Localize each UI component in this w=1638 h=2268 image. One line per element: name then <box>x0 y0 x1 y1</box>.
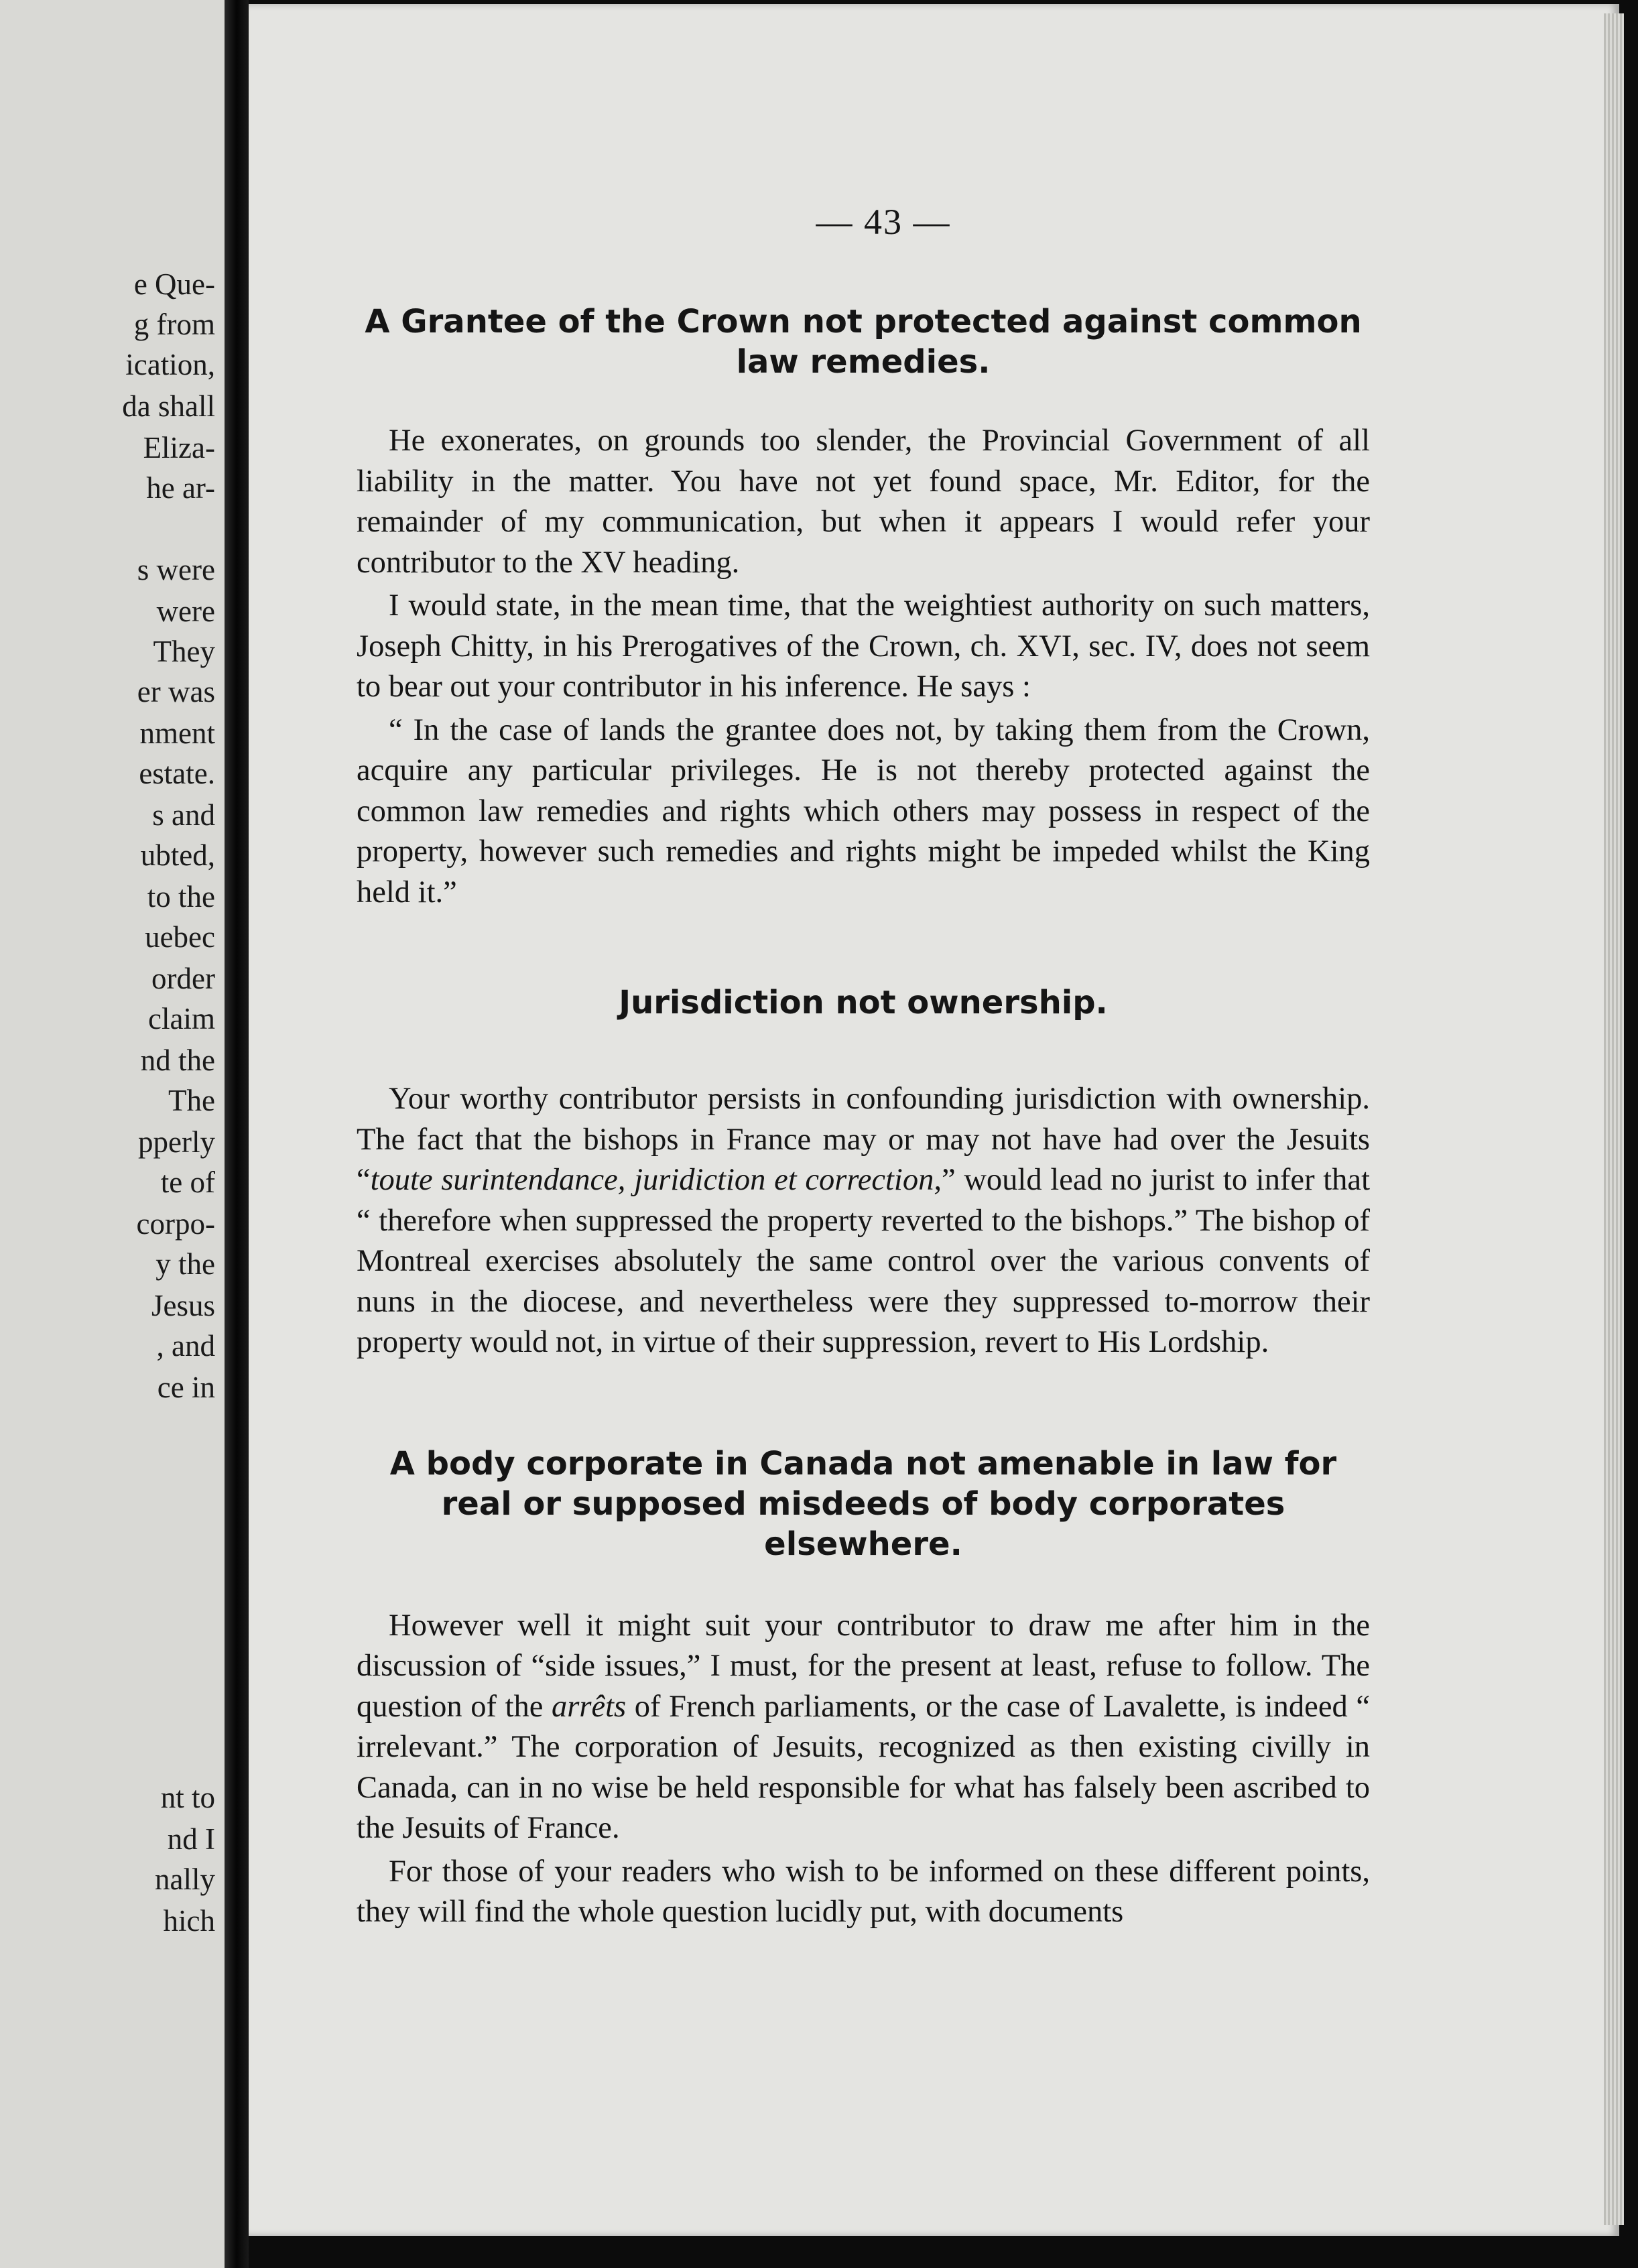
page-number: — 43 — <box>816 202 951 242</box>
left-fragment: g from <box>133 308 215 341</box>
book-gutter <box>225 0 249 2268</box>
left-fragment: nd the <box>140 1044 215 1077</box>
left-fragment: claim <box>148 1002 215 1035</box>
paragraph <box>357 1079 1370 1363</box>
page-edge-stack <box>1604 13 1624 2225</box>
left-fragment: , and <box>156 1329 215 1363</box>
left-fragment: e Que- <box>133 267 215 301</box>
left-fragment: ce in <box>157 1371 215 1404</box>
left-fragment: he ar- <box>146 471 215 505</box>
text-run: of French parliaments, or the case of Lavalette, is indeed “ irrelevant.” The corporation of Jesuits, recognized as then existing civilly in Canada, can in no wise be held responsible for what has falsely been ascribed to the Jesuits of France. <box>357 1689 1370 1845</box>
text-run: However well it might suit your contributor to draw me after him in the discussion of “side issues,” I must, for the present at least, refuse to follow. The question of the <box>357 1608 1370 1724</box>
left-fragment: were <box>156 594 215 628</box>
left-fragment: te of <box>160 1166 215 1199</box>
left-fragment: da shall <box>122 389 215 423</box>
left-fragment: Jesus <box>151 1289 215 1322</box>
italic-phrase: toute surintendance, juridiction et correction, <box>370 1163 942 1197</box>
left-fragment: y the <box>155 1247 215 1281</box>
left-fragment: ubted, <box>140 838 215 872</box>
left-fragment: estate. <box>139 757 215 790</box>
text-run: Your worthy contributor persists in confounding jurisdiction with ownership. The fact that the bishops in France may or may not have had over the Jesuits “ <box>357 1082 1370 1197</box>
left-fragment: The <box>168 1084 215 1117</box>
paragraph: For those of your readers who wish to be informed on these different points, they will find the whole question lucidly put, with documents <box>357 1854 1370 1929</box>
section-heading-body-corporate: A body corporate in Canada not amenable in law for real or supposed misdeeds of body corporates elsewhere. <box>389 1444 1337 1563</box>
left-fragment: order <box>151 962 215 995</box>
left-fragment: They <box>153 635 215 668</box>
paragraph: He exonerates, on grounds too slender, the Provincial Government of all liability in the matter. You have not yet found space, Mr. Editor, for the remainder of my communication, but when it appears I would refer your contributor to the XV heading. <box>357 424 1370 580</box>
left-fragment: nd I <box>167 1822 215 1856</box>
paragraph <box>357 1606 1370 1849</box>
left-fragment: s were <box>137 553 215 586</box>
left-fragment: Eliza- <box>143 431 215 464</box>
left-fragment: ication, <box>125 348 215 381</box>
italic-phrase: arrêts <box>552 1689 627 1724</box>
paragraph: I would state, in the mean time, that the weightiest authority on such matters, Joseph Chitty, in his Prerogatives of the Crown, ch. XVI, sec. IV, does not seem to bear out your contributor in his inference. He says : <box>357 588 1370 704</box>
left-fragment: nment <box>139 716 215 750</box>
left-fragment: nally <box>155 1863 215 1896</box>
left-fragment: hich <box>163 1904 215 1938</box>
page-content <box>357 201 1370 1936</box>
left-fragment: to the <box>147 880 215 914</box>
left-fragment: er was <box>137 675 215 708</box>
quotation-paragraph: “ In the case of lands the grantee does not, by taking them from the Crown, acquire any particular privileges. He is not thereby protected against the common law remedies and rights which others may possess in respect of the property, however such remedies and rights might be impeded whilst the King held it.” <box>357 712 1370 909</box>
left-facing-page <box>0 0 225 2268</box>
left-fragment: pperly <box>138 1125 215 1159</box>
left-fragment: corpo- <box>136 1207 215 1241</box>
left-fragment: s and <box>152 798 215 832</box>
text-run: ” would lead no jurist to infer that “ therefore when suppressed the property reverted to the bishops.” The bishop of Montreal exercises absolutely the same control over the various convents of nuns in the diocese, and nevertheless were they suppressed to-morrow their property would not, in virtue of their suppression, revert to His Lordship. <box>357 1163 1370 1359</box>
section-heading-grantee: A Grantee of the Crown not protected against common law remedies. <box>365 303 1362 381</box>
left-fragment: uebec <box>145 920 215 954</box>
section-heading-jurisdiction: Jurisdiction not ownership. <box>619 984 1108 1021</box>
left-fragment: nt to <box>160 1781 215 1814</box>
